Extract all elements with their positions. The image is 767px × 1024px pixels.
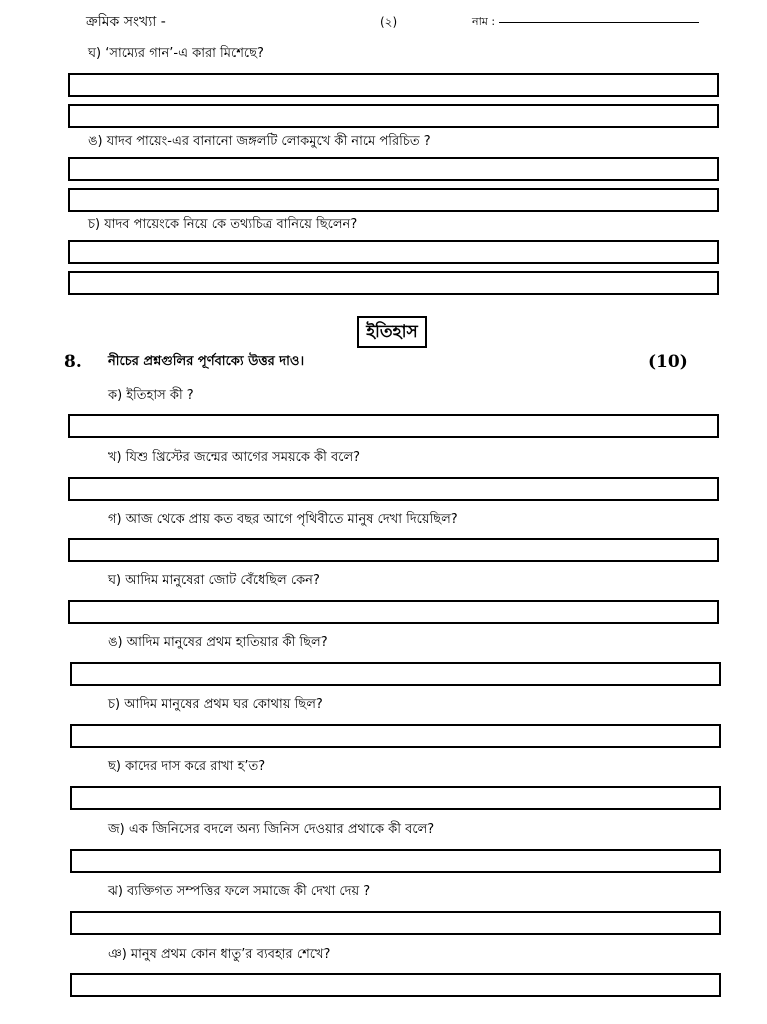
answer-box[interactable]: [68, 538, 719, 562]
answer-box[interactable]: [68, 188, 719, 212]
answer-box[interactable]: [70, 786, 721, 810]
answer-box[interactable]: [70, 911, 721, 935]
question-cha-prev: চ) যাদব পায়েংকে নিয়ে কে তথ্যচিত্র বানিয়ে ছিলেন?: [88, 217, 358, 232]
answer-box[interactable]: [68, 477, 719, 501]
question-gha-prev: ঘ) ‘সাম্যের গান’-এ কারা মিশেছে?: [88, 46, 264, 61]
answer-box[interactable]: [70, 662, 721, 686]
serial-number-label: ক্রমিক সংখ্যা -: [86, 14, 166, 30]
question-uma-prev: ঙ) যাদব পায়েং-এর বানানো জঙ্গলটি লোকমুখে কী নামে পরিচিত ?: [88, 134, 431, 149]
question-ka: ক) ইতিহাস কী ?: [108, 388, 194, 403]
answer-box[interactable]: [68, 600, 719, 624]
answer-box[interactable]: [68, 104, 719, 128]
question-number: 8.: [64, 352, 82, 372]
answer-box[interactable]: [68, 240, 719, 264]
question-cha: চ) আদিম মানুষের প্রথম ঘর কোথায় ছিল?: [108, 697, 323, 712]
answer-box[interactable]: [68, 414, 719, 438]
name-field: [472, 13, 699, 32]
question-nya: ঞ) মানুষ প্রথম কোন ধাতু’র ব্যবহার শেখে?: [108, 947, 331, 962]
name-label: নাম :: [472, 15, 496, 28]
question-ga: গ) আজ থেকে প্রায় কত বছর আগে পৃথিবীতে মানুষ দেখা দিয়েছিল?: [108, 512, 458, 527]
question-uma: ঙ) আদিম মানুষের প্রথম হাতিয়ার কী ছিল?: [108, 635, 328, 650]
page-number: (২): [380, 15, 398, 29]
answer-box[interactable]: [70, 849, 721, 873]
answer-box[interactable]: [68, 271, 719, 295]
instruction-text: নীচের প্রশ্নগুলির পূর্ণবাক্যে উত্তর দাও।: [108, 354, 305, 369]
section-title-history: ইতিহাস: [357, 316, 427, 348]
answer-box[interactable]: [68, 157, 719, 181]
marks-label: (10): [648, 352, 688, 372]
question-kha: খ) যিশু খ্রিস্টের জন্মের আগের সময়কে কী বলে?: [108, 450, 361, 465]
question-gha: ঘ) আদিম মানুষেরা জোট বেঁধেছিল কেন?: [108, 573, 320, 588]
name-blank-line: [499, 22, 699, 23]
question-jha: ঝ) ব্যক্তিগত সম্পত্তির ফলে সমাজে কী দেখা দেয় ?: [108, 884, 371, 899]
answer-box[interactable]: [70, 724, 721, 748]
question-chha: ছ) কাদের দাস করে রাখা হ’ত?: [108, 759, 266, 774]
answer-box[interactable]: [68, 73, 719, 97]
answer-box[interactable]: [70, 973, 721, 997]
question-ja: জ) এক জিনিসের বদলে অন্য জিনিস দেওয়ার প্রথাকে কী বলে?: [108, 822, 435, 837]
